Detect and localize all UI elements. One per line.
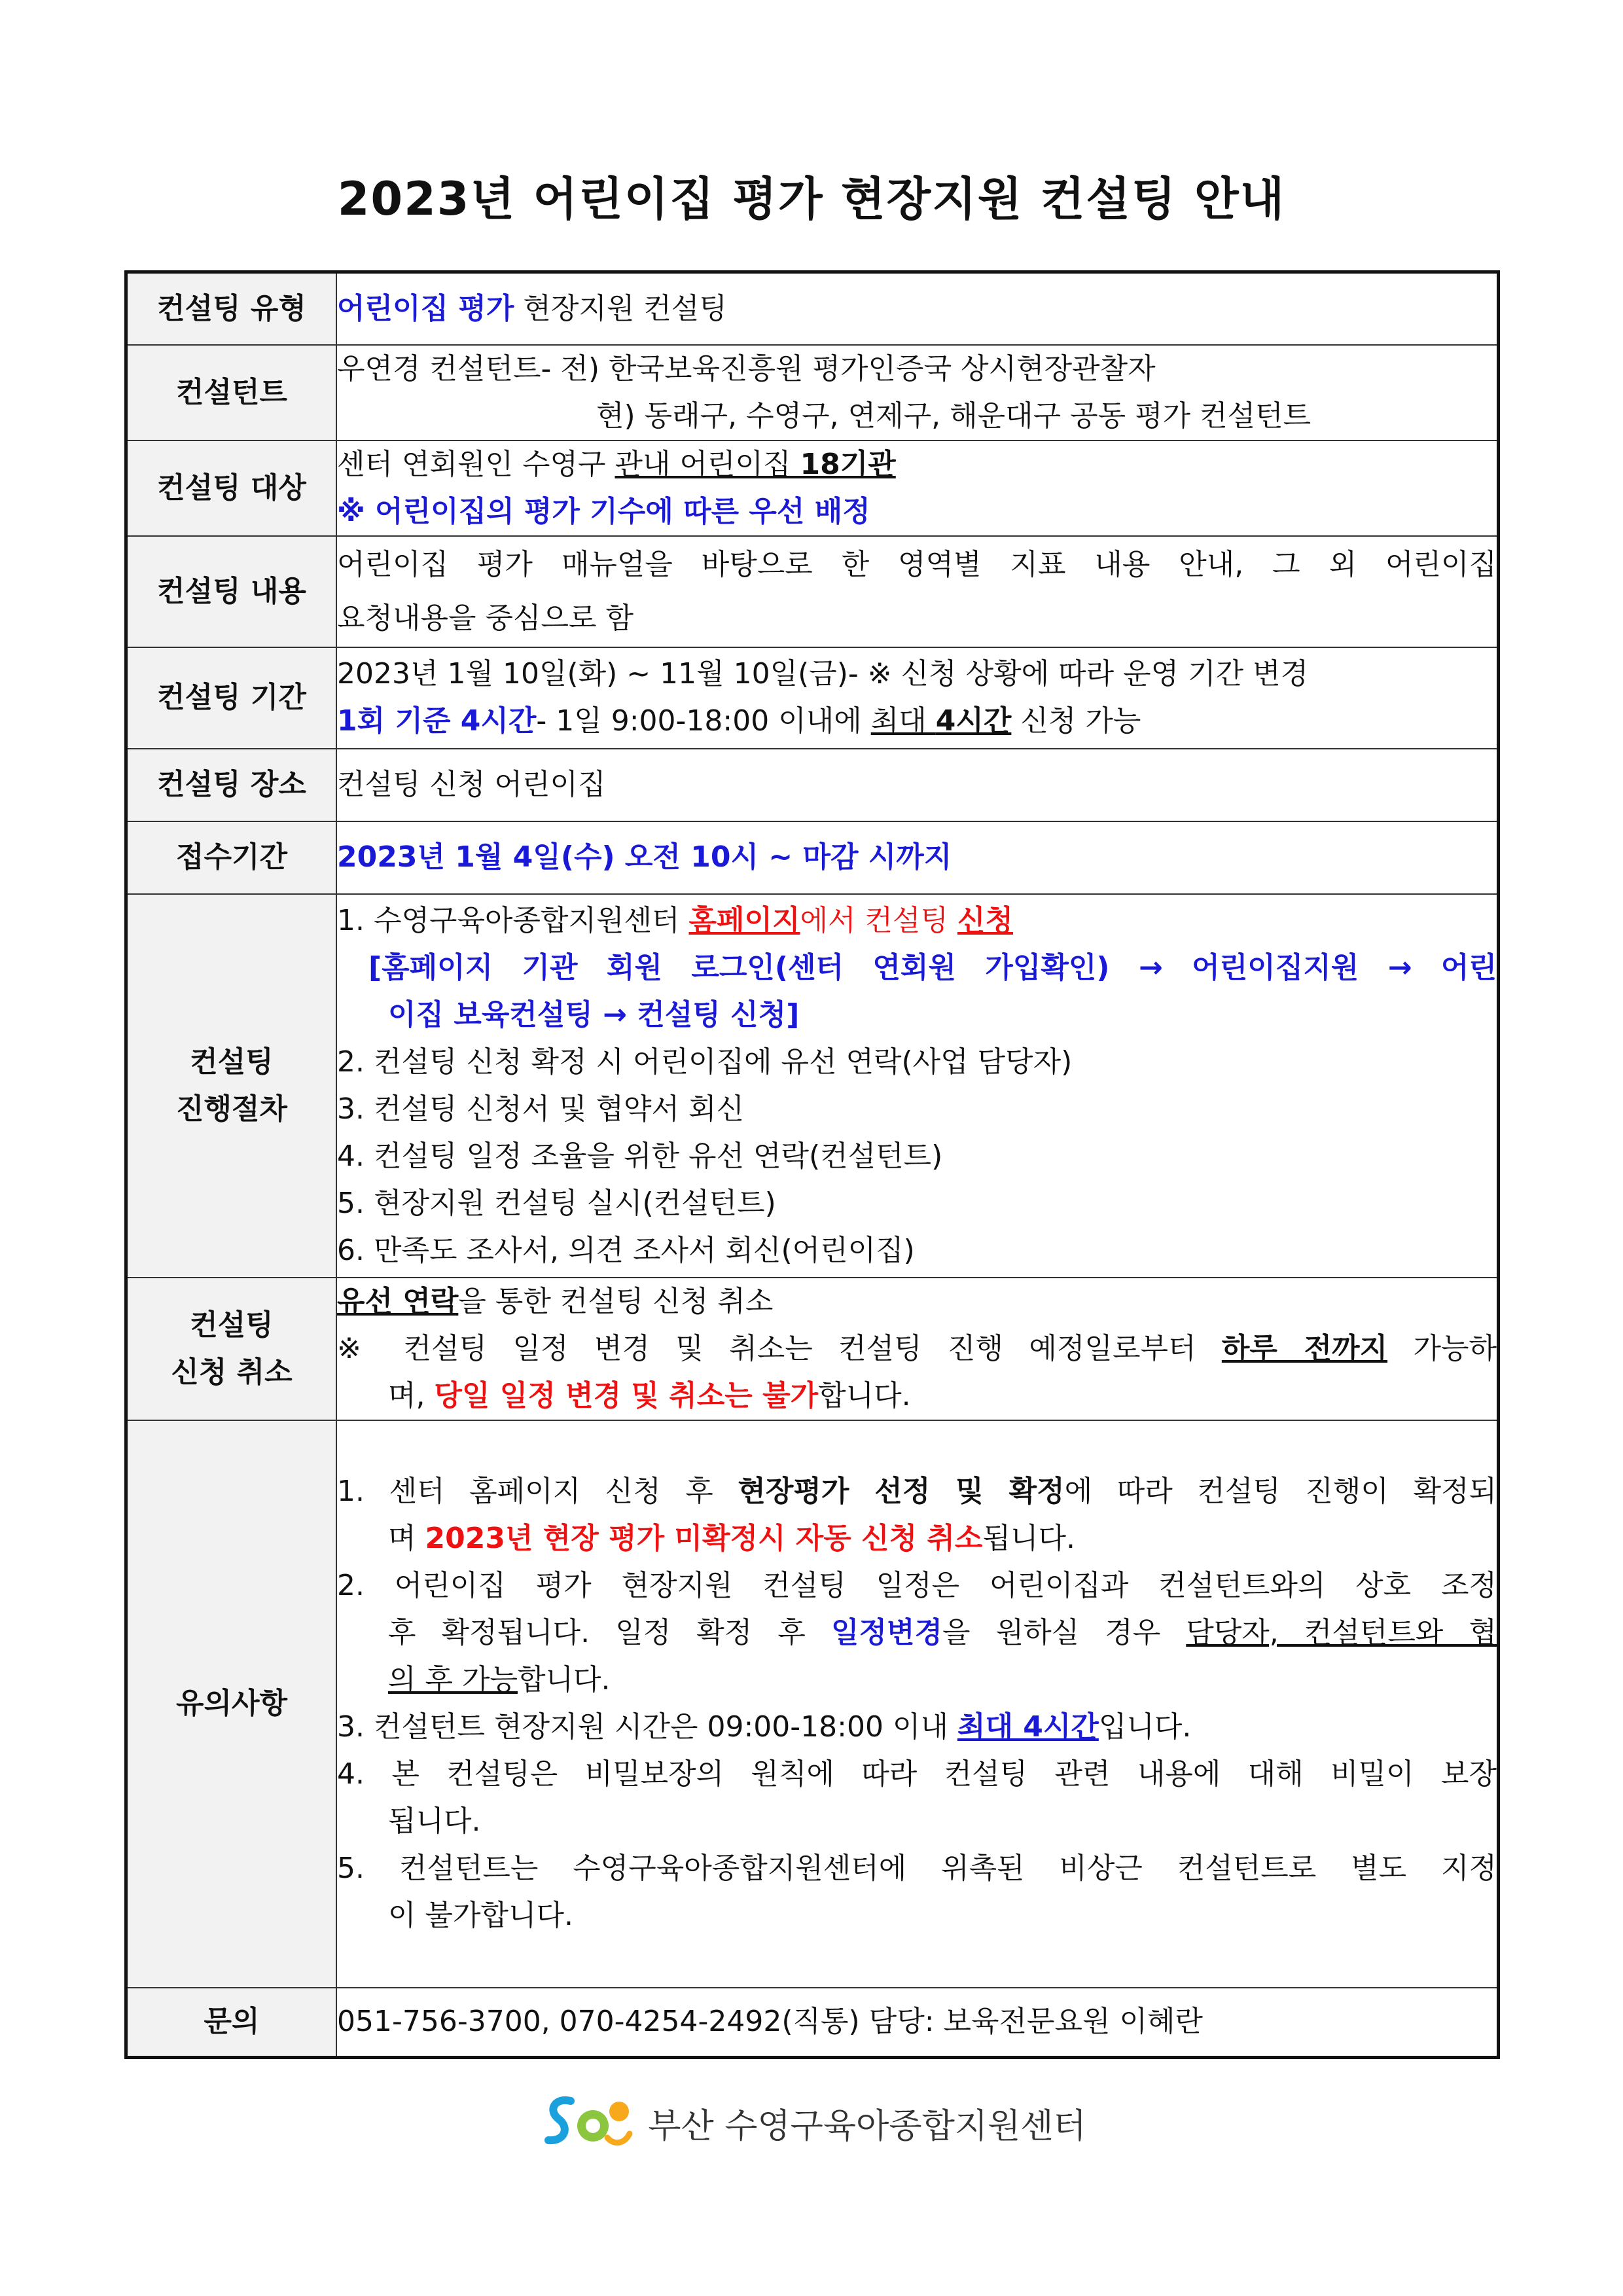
row-consultant [126,345,1499,440]
note-5-line-1: 5. 컨설턴트는 수영구육아종합지원센터에 위촉된 비상근 컨설턴트로 별도 지정 [337,1852,1497,1885]
label-type: 컨설팅 유형 [126,272,337,345]
cancel-line-2: ※ 컨설팅 일정 변경 및 취소는 컨설팅 진행 예정일로부터 하루 전까지 가능하 [337,1331,1497,1365]
label-period: 컨설팅 기간 [126,647,337,749]
row-type [126,272,1499,345]
value-contact: 051-756-3700, 070-4254-2492(직통) 담당: 보육전문요원 이혜란 [336,1988,1499,2058]
period-line-1: 2023년 1월 10일(화) ~ 11월 10일(금)- ※ 신청 상황에 따라 운영 기간 변경 [337,657,1309,691]
value-target [336,440,1499,536]
note-1-line-2: 며 2023년 현장 평가 미확정시 자동 신청 취소됩니다. [388,1522,1075,1555]
target-line-1: 센터 연회원인 수영구 관내 어린이집 18기관 [337,447,896,481]
label-notes: 유의사항 [126,1420,337,1988]
procedure-step-4: 4. 컨설팅 일정 조율을 위한 유선 연락(컨설턴트) [337,1139,943,1173]
note-4-line-1: 4. 본 컨설팅은 비밀보장의 원칙에 따라 컨설팅 관련 내용에 대해 비밀이 보장 [337,1757,1497,1791]
cancel-line-3: 며, 당일 일정 변경 및 취소는 불가합니다. [388,1378,911,1412]
consultant-line-2: 현) 동래구, 수영구, 연제구, 해운대구 공동 평가 컨설턴트 [596,399,1311,433]
label-reception: 접수기간 [126,821,337,894]
procedure-path-line-2: 이집 보육컨설팅 → 컨설팅 신청] [388,997,800,1031]
row-procedure [126,894,1499,1278]
procedure-step-1: 1. 수영구육아종합지원센터 홈페이지에서 컨설팅 신청 [337,903,1014,937]
row-cancel [126,1278,1499,1420]
procedure-step-5: 5. 현장지원 컨설팅 실시(컨설턴트) [337,1186,776,1220]
period-line-2: 1회 기준 4시간- 1일 9:00-18:00 이내에 최대 4시간 신청 가능 [337,704,1141,738]
label-consultant: 컨설턴트 [126,345,337,440]
row-reception [126,821,1499,894]
value-place: 컨설팅 신청 어린이집 [336,749,1499,821]
label-target: 컨설팅 대상 [126,440,337,536]
row-target [126,440,1499,536]
note-1-line-1: 1. 센터 홈페이지 신청 후 현장평가 선정 및 확정에 따라 컨설팅 진행이 확정되 [337,1475,1497,1508]
note-2-line-3: 의 후 가능합니다. [388,1663,611,1696]
label-content: 컨설팅 내용 [126,536,337,647]
value-reception: 2023년 1월 4일(수) 오전 10시 ~ 마감 시까지 [336,821,1499,894]
note-5-line-2: 이 불가합니다. [388,1899,573,1932]
cancel-line-1: 유선 연락을 통한 컨설팅 신청 취소 [337,1284,774,1318]
value-content [336,536,1499,647]
footer-org-name: 부산 수영구육아종합지원센터 [648,2106,1086,2146]
label-contact: 문의 [126,1988,337,2058]
page-title: 2023년 어린이집 평가 현장지원 컨설팅 안내 [337,172,1286,226]
consultant-line-1: 우연경 컨설턴트- 전) 한국보육진흥원 평가인증국 상시현장관찰자 [337,351,1156,386]
content-line-1: 어린이집 평가 매뉴얼을 바탕으로 한 영역별 지표 내용 안내, 그 외 어린이집 [337,547,1497,581]
procedure-step-3: 3. 컨설팅 신청서 및 협약서 회신 [337,1092,744,1126]
value-consultant [336,345,1499,440]
row-period [126,647,1499,749]
center-logo-icon [537,2093,635,2152]
footer [0,2093,1623,2152]
label-cancel: 컨설팅 신청 취소 [126,1278,337,1420]
label-place: 컨설팅 장소 [126,749,337,821]
note-3: 3. 컨설턴트 현장지원 시간은 09:00-18:00 이내 최대 4시간입니다. [337,1710,1192,1744]
value-period [336,647,1499,749]
note-2-line-2: 후 확정됩니다. 일정 확정 후 일정변경을 원하실 경우 담당자, 컨설턴트와 협 [388,1616,1497,1649]
value-cancel [336,1278,1499,1420]
label-procedure: 컨설팅 진행절차 [126,894,337,1278]
target-line-2: ※ 어린이집의 평가 기수에 따른 우선 배정 [337,494,870,528]
note-2-line-1: 2. 어린이집 평가 현장지원 컨설팅 일정은 어린이집과 컨설턴트와의 상호 조정 [337,1569,1497,1602]
procedure-step-2: 2. 컨설팅 신청 확정 시 어린이집에 유선 연락(사업 담당자) [337,1045,1073,1079]
value-notes [336,1420,1499,1988]
procedure-step-6: 6. 만족도 조사서, 의견 조사서 회신(어린이집) [337,1233,915,1267]
value-procedure [336,894,1499,1278]
info-table [124,270,1500,2059]
content-line-2: 요청내용을 중심으로 함 [337,601,634,635]
value-type: 어린이집 평가 현장지원 컨설팅 [336,272,1499,345]
row-notes [126,1420,1499,1988]
row-place [126,749,1499,821]
note-4-line-2: 됩니다. [388,1804,481,1838]
row-contact [126,1988,1499,2058]
row-content [126,536,1499,647]
procedure-path-line-1: [홈페이지 기관 회원 로그인(센터 연회원 가입확인) → 어린이집지원 → 어린 [368,950,1497,984]
